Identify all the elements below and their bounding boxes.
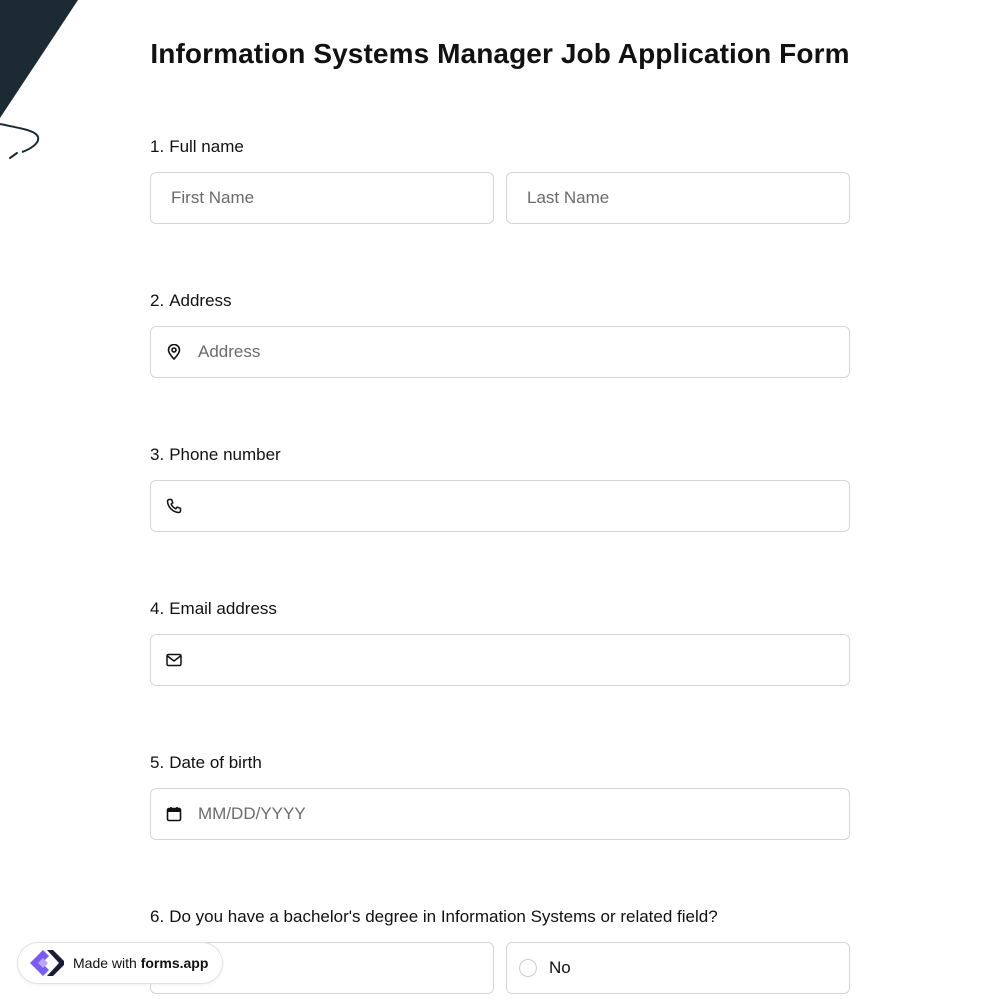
- question-label: [150, 444, 850, 466]
- last-name-field: [506, 172, 850, 224]
- radio-button[interactable]: [519, 959, 537, 977]
- question-bachelors-degree: [150, 906, 850, 994]
- option-no[interactable]: [506, 942, 850, 994]
- option-label: No: [549, 958, 571, 977]
- question-number: 6.: [150, 907, 165, 926]
- question-number: 3.: [150, 445, 165, 464]
- envelope-icon: [165, 651, 183, 669]
- first-name-field: [150, 172, 494, 224]
- question-text: Email address: [169, 599, 277, 618]
- question-label: [150, 752, 850, 774]
- date-of-birth-field: [150, 788, 850, 840]
- question-address: [150, 290, 850, 378]
- calendar-icon: [165, 805, 183, 823]
- question-label: [150, 290, 850, 312]
- question-text: Date of birth: [169, 753, 262, 772]
- phone-icon: [165, 497, 183, 515]
- question-label: [150, 136, 850, 158]
- last-name-input[interactable]: [507, 173, 849, 223]
- question-number: 2.: [150, 291, 165, 310]
- corner-decoration: [0, 0, 90, 170]
- form-title: Information Systems Manager Job Application Form: [150, 38, 850, 69]
- date-of-birth-input[interactable]: [151, 789, 849, 839]
- badge-brand: forms.app: [140, 955, 209, 971]
- question-text: Phone number: [169, 445, 281, 464]
- question-phone-number: [150, 444, 850, 532]
- first-name-input[interactable]: [151, 173, 493, 223]
- made-with-forms-app-badge[interactable]: [17, 942, 223, 984]
- question-label: [150, 906, 850, 928]
- badge-text: [73, 955, 208, 971]
- address-input[interactable]: [151, 327, 849, 377]
- phone-field: [150, 480, 850, 532]
- email-field: [150, 634, 850, 686]
- question-number: 4.: [150, 599, 165, 618]
- location-pin-icon: [165, 343, 183, 361]
- question-number: 5.: [150, 753, 165, 772]
- question-label: [150, 598, 850, 620]
- phone-input[interactable]: [151, 481, 849, 531]
- question-text: Address: [169, 291, 232, 310]
- question-text: Full name: [169, 137, 244, 156]
- question-email-address: [150, 598, 850, 686]
- question-number: 1.: [150, 137, 165, 156]
- email-input[interactable]: [151, 635, 849, 685]
- address-field: [150, 326, 850, 378]
- badge-prefix: Made with: [73, 955, 137, 971]
- forms-app-logo-icon: [26, 946, 66, 980]
- question-text: Do you have a bachelor's degree in Information Systems or related field?: [169, 907, 718, 926]
- question-date-of-birth: [150, 752, 850, 840]
- question-full-name: [150, 136, 850, 224]
